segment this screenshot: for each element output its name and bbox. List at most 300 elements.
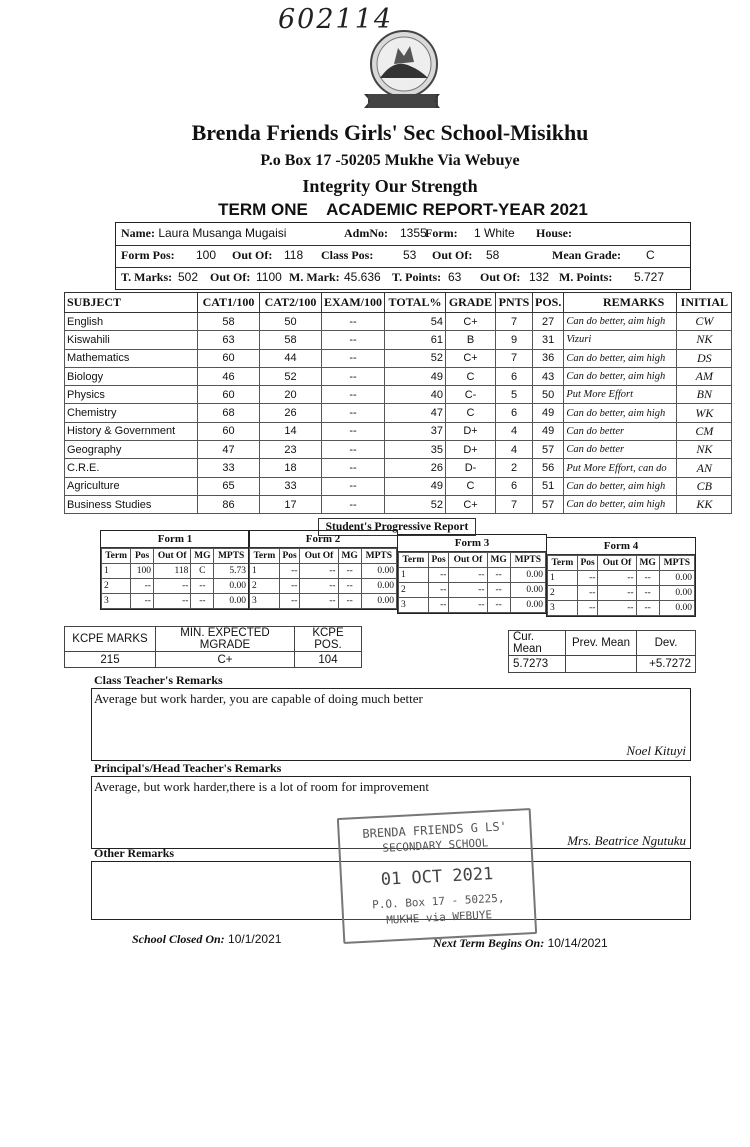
table-row [65,386,732,404]
cell-exam: -- [322,422,385,440]
table-row [65,331,732,349]
school-name: Brenda Friends Girls' Sec School-Misikhu [191,120,589,145]
cell-initial: DS [677,349,732,367]
header-initial: INITIAL [677,293,732,313]
cell-points: 4 [496,422,533,440]
cell-subject: Business Studies [65,495,198,513]
progress-cell: -- [428,583,449,598]
cell-grade: D- [446,459,496,477]
cell-grade: C- [446,386,496,404]
cell-points: 6 [496,367,533,385]
cell-remark: Can do better, aim high [564,313,677,331]
progress-cell: -- [449,568,487,583]
progress-cell: 0.00 [659,571,694,586]
progress-row [548,571,695,586]
outof4-value: 132 [529,270,550,284]
progress-cell: -- [636,586,659,601]
progress-cell: C [191,564,214,579]
cell-cat2: 52 [260,367,322,385]
cell-total: 47 [385,404,446,422]
cell-subject: Agriculture [65,477,198,495]
progress-form-title: Form 4 [547,538,695,555]
cell-exam: -- [322,331,385,349]
table-row [65,459,732,477]
cell-cat2: 50 [260,313,322,331]
cell-total: 52 [385,495,446,513]
progress-table [249,548,397,609]
progress-cell: 100 [131,564,154,579]
principal-label: Principal's/Head Teacher's Remarks [94,761,282,775]
table-row [65,367,732,385]
cell-grade: B [446,331,496,349]
progress-header: MPTS [214,549,249,564]
progress-cell: 3 [102,594,131,609]
principal-remarks: Average, but work harder,there is a lot of room for improvement [94,779,429,794]
progress-cell: 0.00 [361,564,396,579]
progress-cell: -- [487,583,510,598]
header-cat1: CAT1/100 [198,293,260,313]
school-closed [132,932,281,947]
progress-cell: -- [300,579,338,594]
cell-points: 7 [496,495,533,513]
cell-total: 49 [385,367,446,385]
header-exam: EXAM/100 [322,293,385,313]
header-cat2: CAT2/100 [260,293,322,313]
progress-header: Term [102,549,131,564]
progress-row [102,594,249,609]
outof2-value: 58 [486,248,500,262]
kcpe-pos-value: 104 [295,652,362,668]
kcpe-header-row [65,627,362,652]
cell-exam: -- [322,459,385,477]
progress-cell: -- [636,571,659,586]
school-closed-date: 10/1/2021 [228,932,282,946]
progress-cell: 118 [153,564,190,579]
progress-header: Out Of [300,549,338,564]
form-label: Form: [425,226,458,240]
prev-mean-label: Prev. Mean [566,631,637,656]
progress-cell: -- [300,564,338,579]
table-row [65,404,732,422]
table-row [65,422,732,440]
progress-header-row [250,549,397,564]
outof1-value: 118 [284,248,304,262]
cell-total: 26 [385,459,446,477]
progress-cell: -- [131,579,154,594]
progress-header: MPTS [510,553,545,568]
outof2-label: Out Of: [432,248,473,262]
cell-total: 52 [385,349,446,367]
progress-header: Out Of [598,556,636,571]
progress-form-4 [546,537,696,617]
meangrade-value: C [646,248,655,262]
progress-cell: -- [300,594,338,609]
min-expected-label: MIN. EXPECTED MGRADE [156,627,295,652]
table-row [65,477,732,495]
cell-cat1: 65 [198,477,260,495]
progress-header: MG [636,556,659,571]
progress-cell: 0.00 [510,598,545,613]
cell-points: 7 [496,313,533,331]
outof3-value: 1100 [256,270,282,284]
progress-form-1 [100,530,250,610]
cell-pos: 57 [533,441,564,459]
outof4-label: Out Of: [480,270,521,284]
cell-initial: KK [677,495,732,513]
subject-marks-table [64,292,732,514]
cell-cat1: 63 [198,331,260,349]
progress-cell: -- [487,568,510,583]
cell-cat2: 14 [260,422,322,440]
table-row [65,495,732,513]
cell-cat2: 23 [260,441,322,459]
classpos-label: Class Pos: [321,248,374,262]
cell-initial: BN [677,386,732,404]
progress-form-title: Form 1 [101,531,249,548]
handwritten-code: 602114 [278,4,394,35]
progress-cell: 0.00 [510,568,545,583]
progress-row [250,594,397,609]
school-logo-icon [364,28,440,112]
cell-cat2: 17 [260,495,322,513]
progress-cell: -- [279,564,300,579]
cell-cat1: 58 [198,313,260,331]
progress-cell: -- [338,564,361,579]
class-teacher-remarks: Average but work harder, you are capable of doing much better [94,691,423,706]
report-title: TERM ONE ACADEMIC REPORT-YEAR 2021 [218,200,588,219]
progress-form-2 [248,530,398,610]
cell-cat1: 60 [198,386,260,404]
cell-subject: Physics [65,386,198,404]
progress-form-title: Form 2 [249,531,397,548]
progress-row [399,568,546,583]
marks-body [65,313,732,514]
cell-initial: CB [677,477,732,495]
min-expected-value: C+ [156,652,295,668]
progress-row [102,564,249,579]
cell-remark: Can do better, aim high [564,495,677,513]
next-term [433,936,608,951]
cell-remark: Can do better, aim high [564,404,677,422]
mean-header-row [509,631,696,656]
cell-remark: Put More Effort [564,386,677,404]
progress-cell: -- [428,568,449,583]
header-points: PNTS [496,293,533,313]
progress-row [399,598,546,613]
cell-grade: C [446,477,496,495]
progress-cell: 2 [250,579,280,594]
cell-exam: -- [322,386,385,404]
progress-cell: -- [153,579,190,594]
progress-cell: 0.00 [659,601,694,616]
cur-mean-label: Cur. Mean [509,631,566,656]
progress-cell: 0.00 [659,586,694,601]
stamp-line1: BRENDA FRIENDS G LS' [362,819,508,841]
progress-cell: -- [449,583,487,598]
progress-cell: -- [279,579,300,594]
next-term-label: Next Term Begins On: [433,936,545,950]
cell-grade: D+ [446,441,496,459]
progress-cell: -- [279,594,300,609]
cell-initial: NK [677,331,732,349]
progress-header: MG [338,549,361,564]
progress-cell: -- [338,594,361,609]
progress-header: Pos [131,549,154,564]
marks-header-row [65,293,732,313]
adm-label: AdmNo: [344,226,388,240]
progress-header: Out Of [449,553,487,568]
class-teacher-sign: Noel Kituyi [626,743,686,758]
progress-form-3 [397,534,547,614]
cell-points: 9 [496,331,533,349]
cell-points: 4 [496,441,533,459]
stamp-line4: MUKHE via WEBUYE [385,908,493,927]
cell-cat1: 86 [198,495,260,513]
progress-header: MG [487,553,510,568]
mean-table [508,630,696,673]
cell-cat2: 18 [260,459,322,477]
cell-subject: Mathematics [65,349,198,367]
dev-value: +5.7272 [637,656,696,673]
dev-label: Dev. [637,631,696,656]
class-teacher-label: Class Teacher's Remarks [94,673,223,687]
cell-subject: Geography [65,441,198,459]
cell-total: 37 [385,422,446,440]
cell-points: 2 [496,459,533,477]
cell-pos: 50 [533,386,564,404]
cell-total: 61 [385,331,446,349]
cell-points: 7 [496,349,533,367]
tmarks-label: T. Marks: [121,270,173,284]
cell-remark: Can do better, aim high [564,349,677,367]
progress-header: Pos [577,556,598,571]
cell-exam: -- [322,367,385,385]
progress-header: MG [191,549,214,564]
school-address: P.o Box 17 -50205 Mukhe Via Webuye [260,152,520,169]
progress-header: Pos [428,553,449,568]
cell-initial: CW [677,313,732,331]
cell-pos: 49 [533,404,564,422]
cell-subject: History & Government [65,422,198,440]
mpoints-value: 5.727 [634,270,665,284]
header-grade: GRADE [446,293,496,313]
cell-grade: C+ [446,349,496,367]
cell-remark: Can do better [564,441,677,459]
progress-cell: -- [191,594,214,609]
header-remarks: REMARKS [564,293,677,313]
progress-header: Out Of [153,549,190,564]
progress-header-row [548,556,695,571]
progress-cell: 1 [399,568,429,583]
progress-header: Pos [279,549,300,564]
progress-header: Term [399,553,429,568]
cell-grade: C [446,367,496,385]
cell-total: 49 [385,477,446,495]
progress-cell: 3 [250,594,280,609]
prev-mean-value [566,656,637,673]
cell-subject: Kiswahili [65,331,198,349]
progress-cell: 3 [399,598,429,613]
outof3-label: Out Of: [210,270,251,284]
cell-pos: 57 [533,495,564,513]
adm-number: 1355 [400,226,427,240]
table-row [65,349,732,367]
progress-cell: 0.00 [510,583,545,598]
cell-cat1: 46 [198,367,260,385]
progress-cell: 0.00 [214,579,249,594]
stamp-line3: P.O. Box 17 - 50225, [371,891,505,912]
cell-points: 6 [496,404,533,422]
progress-cell: 5.73 [214,564,249,579]
cell-cat1: 33 [198,459,260,477]
progress-row [102,579,249,594]
progress-form-title: Form 3 [398,535,546,552]
table-row [65,313,732,331]
cell-cat1: 68 [198,404,260,422]
student-name: Laura Musanga Mugaisi [158,226,287,240]
cell-initial: CM [677,422,732,440]
progress-row [548,586,695,601]
cell-total: 35 [385,441,446,459]
progress-cell: -- [598,571,636,586]
progress-row [250,564,397,579]
progress-header-row [102,549,249,564]
kcpe-value-row [65,652,362,668]
progress-cell: -- [131,594,154,609]
cell-subject: Chemistry [65,404,198,422]
progress-cell: 2 [102,579,131,594]
header-pos: POS. [533,293,564,313]
cell-exam: -- [322,477,385,495]
cell-cat1: 60 [198,422,260,440]
kcpe-table [64,626,362,668]
progress-cell: -- [598,586,636,601]
kcpe-marks-label: KCPE MARKS [65,627,156,652]
cell-initial: WK [677,404,732,422]
cell-pos: 36 [533,349,564,367]
progress-cell: -- [487,598,510,613]
mmark-value: 45.636 [344,270,381,284]
cell-total: 54 [385,313,446,331]
cell-exam: -- [322,495,385,513]
progress-cell: 0.00 [214,594,249,609]
class-teacher-remarks-box [91,688,691,761]
cell-pos: 31 [533,331,564,349]
meangrade-label: Mean Grade: [552,248,621,262]
cell-pos: 56 [533,459,564,477]
kcpe-marks-value: 215 [65,652,156,668]
cell-subject: Biology [65,367,198,385]
outof1-label: Out Of: [232,248,273,262]
header-subject: SUBJECT [65,293,198,313]
progress-cell: -- [338,579,361,594]
progress-cell: 2 [548,586,578,601]
progress-cell: -- [577,586,598,601]
cell-grade: C+ [446,495,496,513]
progress-table [547,555,695,616]
cell-exam: -- [322,441,385,459]
progress-cell: 0.00 [361,579,396,594]
progress-header: Term [548,556,578,571]
progress-row [250,579,397,594]
other-remarks-label: Other Remarks [94,846,175,860]
cell-initial: AN [677,459,732,477]
progress-table [398,552,546,613]
progress-cell: 0.00 [361,594,396,609]
stamp-date: 01 OCT 2021 [380,864,494,890]
school-motto: Integrity Our Strength [302,176,478,196]
cell-subject: English [65,313,198,331]
progress-cell: -- [191,579,214,594]
cell-exam: -- [322,349,385,367]
progress-header: MPTS [361,549,396,564]
progress-row [548,601,695,616]
tmarks-value: 502 [178,270,199,284]
progress-cell: 2 [399,583,429,598]
cell-points: 6 [496,477,533,495]
progress-cell: -- [449,598,487,613]
student-info-box [115,222,691,290]
cell-cat2: 20 [260,386,322,404]
next-term-date: 10/14/2021 [547,936,608,950]
cell-pos: 49 [533,422,564,440]
progress-table [101,548,249,609]
progress-cell: -- [598,601,636,616]
cell-pos: 43 [533,367,564,385]
tpoints-value: 63 [448,270,462,284]
cell-cat2: 33 [260,477,322,495]
progress-cell: -- [428,598,449,613]
cell-pos: 27 [533,313,564,331]
cell-remark: Can do better, aim high [564,367,677,385]
cell-subject: C.R.E. [65,459,198,477]
mpoints-label: M. Points: [559,270,613,284]
cell-remark: Can do better [564,422,677,440]
progress-report-title: Student's Progressive Report [318,518,476,536]
cell-initial: AM [677,367,732,385]
cell-grade: C [446,404,496,422]
cell-total: 40 [385,386,446,404]
cell-grade: D+ [446,422,496,440]
progress-header-row [399,553,546,568]
principal-sign: Mrs. Beatrice Ngutuku [567,833,686,848]
progress-cell: -- [577,571,598,586]
mmark-label: M. Mark: [289,270,340,284]
form-value: 1 White [474,226,515,240]
cell-exam: -- [322,404,385,422]
kcpe-pos-label: KCPE POS. [295,627,362,652]
cell-cat2: 58 [260,331,322,349]
cell-cat2: 44 [260,349,322,367]
cell-points: 5 [496,386,533,404]
progress-cell: 1 [102,564,131,579]
mean-value-row [509,656,696,673]
cell-initial: NK [677,441,732,459]
progress-cell: 1 [548,571,578,586]
progress-header: MPTS [659,556,694,571]
cell-cat2: 26 [260,404,322,422]
header-total: TOTAL% [385,293,446,313]
cell-remark: Can do better, aim high [564,477,677,495]
formpos-value: 100 [196,248,217,262]
progress-header: Term [250,549,280,564]
classpos-value: 53 [403,248,417,262]
cell-grade: C+ [446,313,496,331]
cell-remark: Put More Effort, can do [564,459,677,477]
progress-cell: -- [577,601,598,616]
progress-cell: 3 [548,601,578,616]
cur-mean-value: 5.7273 [509,656,566,673]
